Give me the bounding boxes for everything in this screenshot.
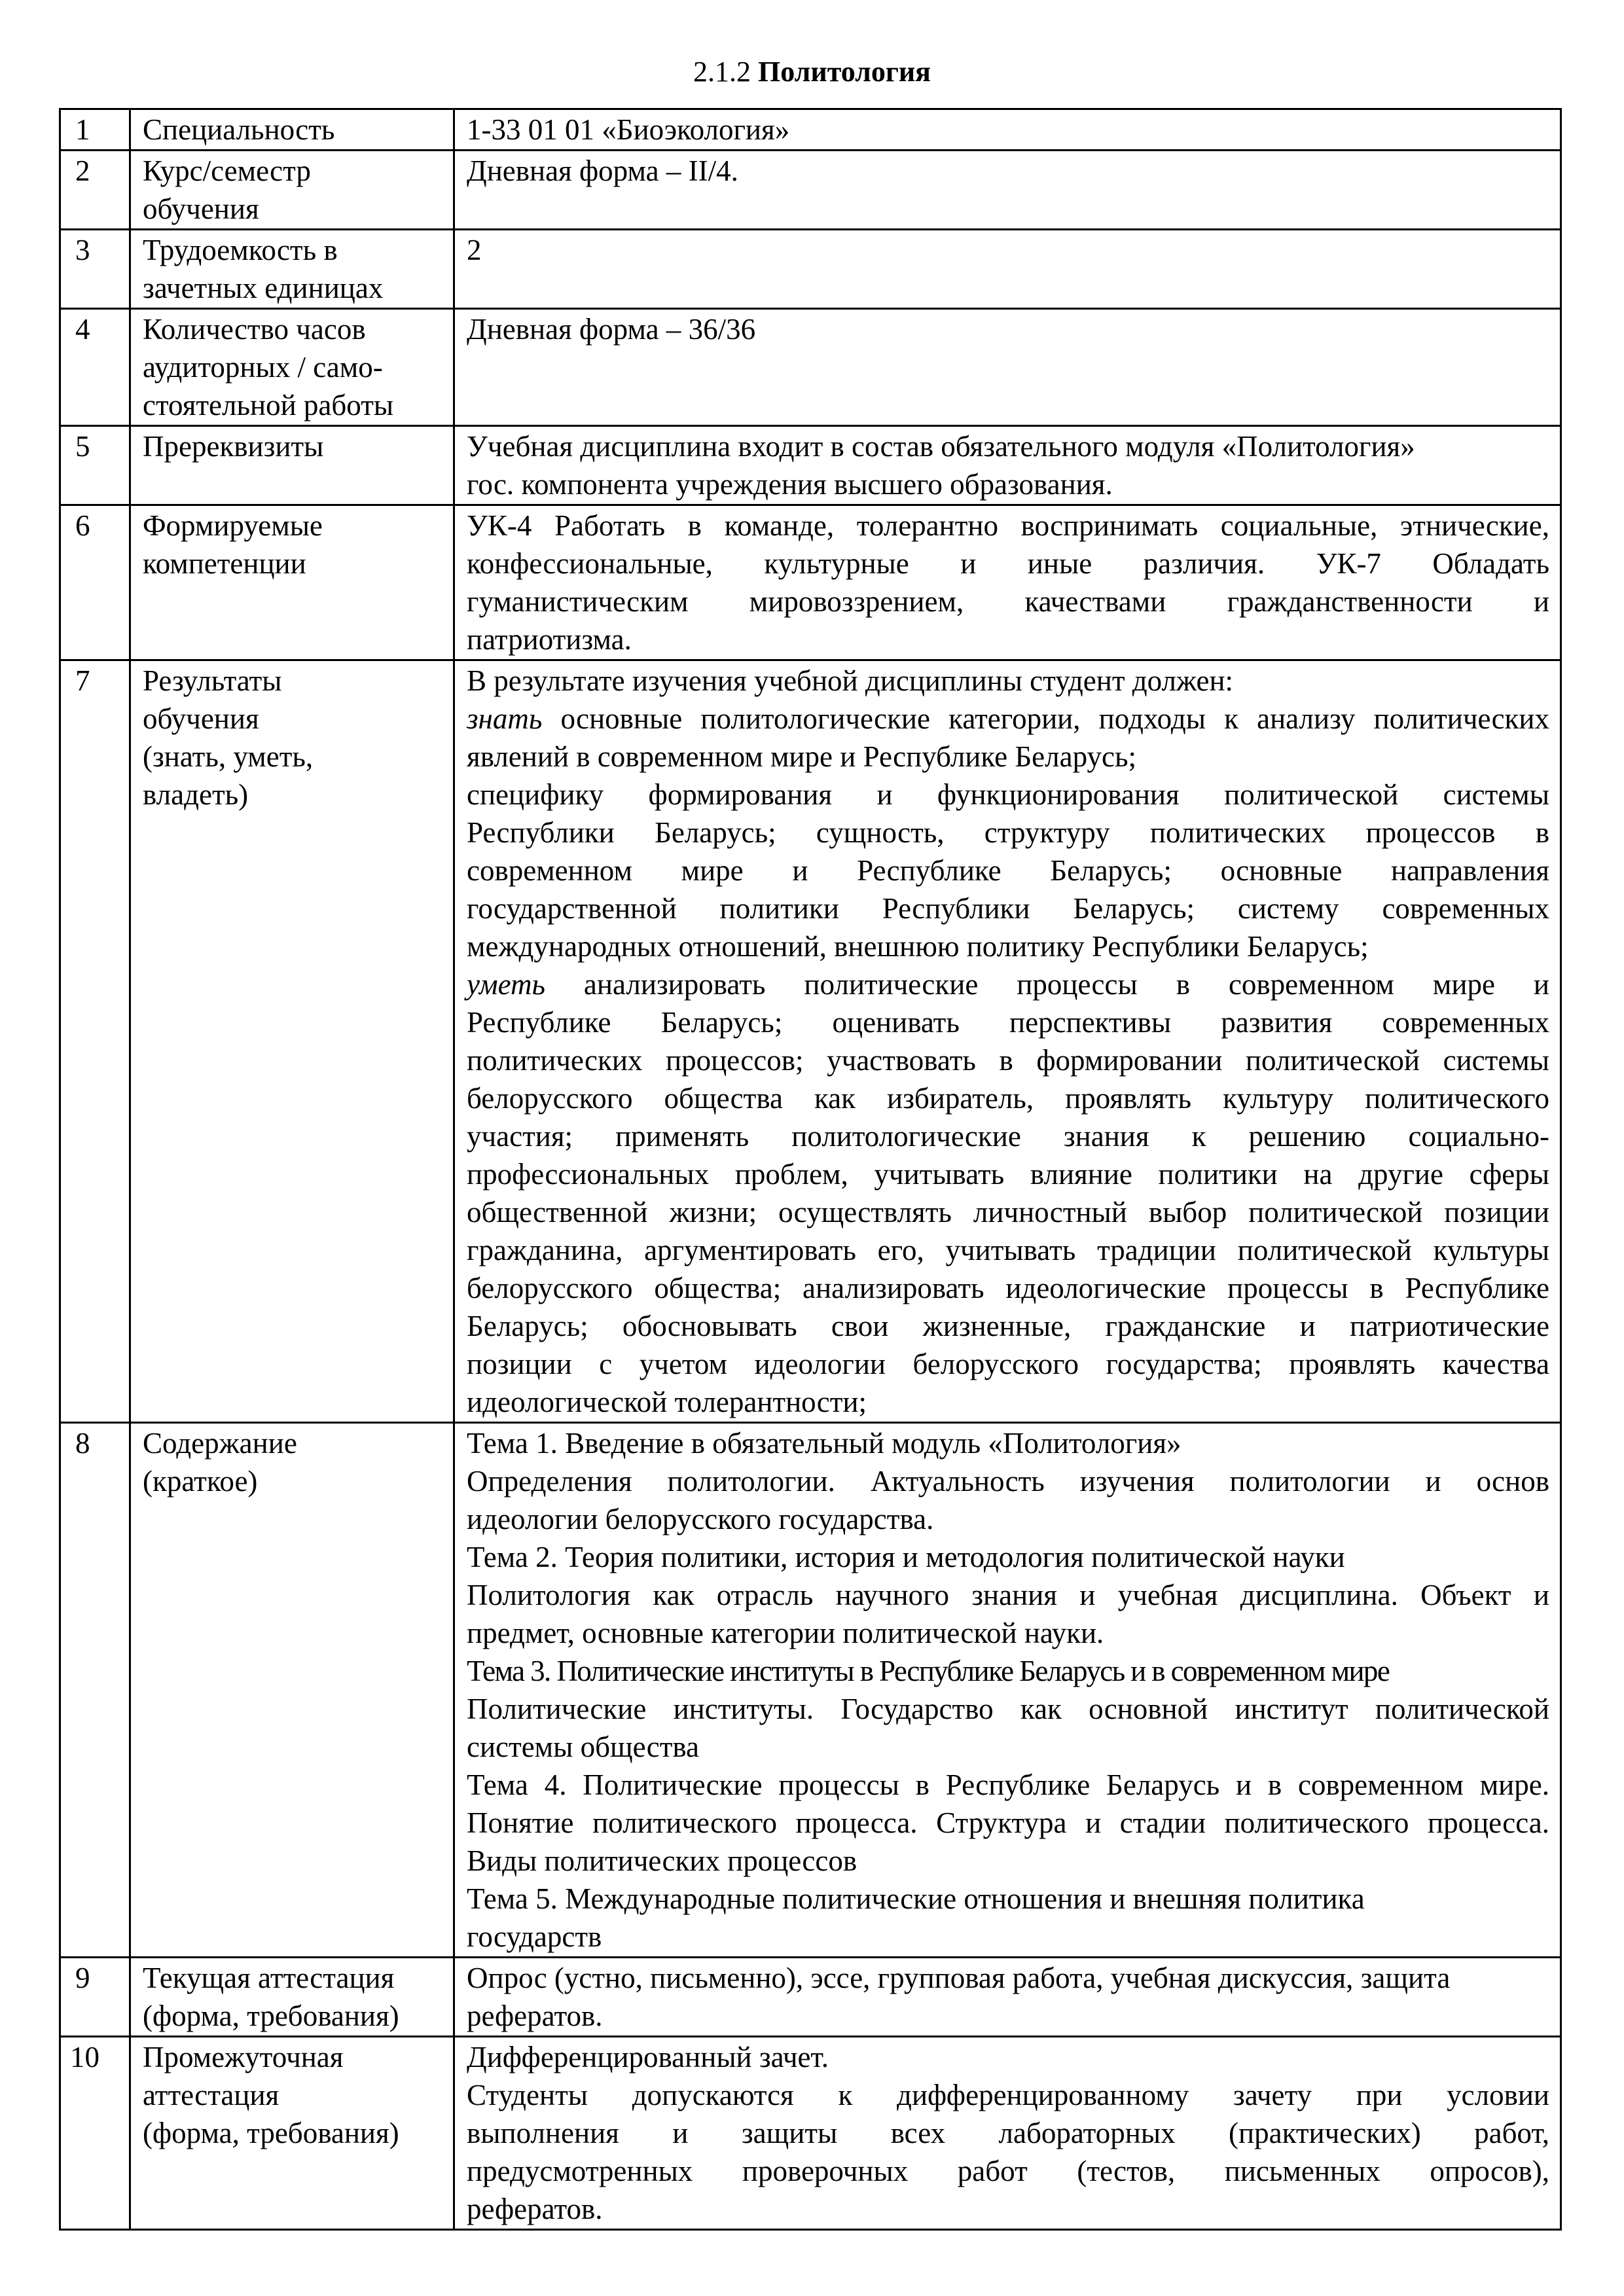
label-line: стоятельной работы — [143, 389, 394, 422]
table-row — [60, 309, 1561, 426]
value-line: государств — [467, 1920, 602, 1953]
label-line: (знать, уметь, — [143, 740, 314, 773]
row-label — [130, 1423, 454, 1958]
table-row — [60, 505, 1561, 660]
value-line: белорусского общества; анализировать идеологические процессы в Республике — [467, 1272, 1549, 1304]
value-line: позиции с учетом идеологии белорусского государства; проявлять качества — [467, 1348, 1549, 1380]
value-line: Виды политических процессов — [467, 1844, 857, 1877]
row-number: 2 — [60, 151, 130, 230]
value-line: УК-4 Работать в команде, толерантно воспринимать социальные, этнические, — [467, 509, 1549, 542]
value-line: рефератов. — [467, 2000, 603, 2032]
value-line: В результате изучения учебной дисциплины студент должен: — [467, 664, 1234, 697]
title-name: Политология — [758, 56, 931, 88]
row-number: 7 — [60, 660, 130, 1423]
value-line: конфессиональные, культурные и иные различия. УК-7 Обладать — [467, 547, 1549, 580]
know-word: знать — [467, 702, 543, 735]
value-line: гос. компонента учреждения высшего образования. — [467, 468, 1113, 501]
table-row — [60, 151, 1561, 230]
table-row — [60, 660, 1561, 1423]
value-line: 1-33 01 01 «Биоэкология» — [467, 113, 790, 146]
value-line: выполнения и защиты всех лабораторных (практических) работ, — [467, 2117, 1549, 2149]
value-line: Дневная форма – II/4. — [467, 154, 738, 187]
table-row — [60, 1423, 1561, 1958]
value-line: Учебная дисциплина входит в состав обязательного модуля «Политология» — [467, 430, 1415, 463]
value-line: Политические институты. Государство как основной институт политической — [467, 1693, 1549, 1725]
value-line: белорусского общества как избиратель, проявлять культуру политического — [467, 1082, 1549, 1115]
row-label — [130, 109, 454, 151]
table-row — [60, 2037, 1561, 2230]
label-line: Количество часов — [143, 313, 366, 346]
value-line: профессиональных проблем, учитывать влияние политики на другие сферы — [467, 1158, 1549, 1191]
value-line: 2 — [467, 234, 482, 266]
topic-heading: Тема 1. Введение в обязательный модуль «Политология» — [467, 1427, 1182, 1460]
value-line: патриотизма. — [467, 623, 632, 656]
value-line: основные политологические категории, подходы к анализу политических — [542, 702, 1549, 735]
table-row — [60, 426, 1561, 505]
value-line: предусмотренных проверочных работ (тестов, письменных опросов), — [467, 2155, 1549, 2187]
label-line: Промежуточная — [143, 2041, 344, 2073]
label-line: Пререквизиты — [143, 430, 324, 463]
value-line: гуманистическим мировоззрением, качествами гражданственности и — [467, 585, 1549, 618]
title-number: 2.1.2 — [693, 56, 751, 88]
row-number: 1 — [60, 109, 130, 151]
course-table — [59, 108, 1562, 2231]
row-value — [454, 1958, 1561, 2037]
label-line: аттестация — [143, 2079, 280, 2111]
value-line: политических процессов; участвовать в формировании политической системы — [467, 1044, 1549, 1077]
row-number: 8 — [60, 1423, 130, 1958]
table-row — [60, 109, 1561, 151]
row-label — [130, 505, 454, 660]
label-line: Курс/семестр — [143, 154, 311, 187]
label-line: (краткое) — [143, 1465, 258, 1498]
value-line: рефератов. — [467, 2193, 603, 2225]
value-line: общественной жизни; осуществлять личностный выбор политической позиции — [467, 1196, 1549, 1229]
label-line: обучения — [143, 702, 259, 735]
topic-heading: Тема 5. Международные политические отношения и внешняя политика — [467, 1882, 1365, 1915]
topic-heading: Тема 4. Политические процессы в Республике Беларусь и в современном мире. — [467, 1768, 1549, 1801]
label-line: обучения — [143, 192, 259, 225]
value-line: гражданина, аргументировать его, учитывать традиции политической культуры — [467, 1234, 1549, 1266]
value-line: явлений в современном мире и Республике Беларусь; — [467, 740, 1136, 773]
row-number: 9 — [60, 1958, 130, 2037]
value-line: Политология как отрасль научного знания и учебная дисциплина. Объект и — [467, 1579, 1549, 1611]
row-value — [454, 426, 1561, 505]
row-value — [454, 1423, 1561, 1958]
value-line: анализировать политические процессы в современном мире и — [545, 968, 1549, 1001]
row-label — [130, 2037, 454, 2230]
row-number: 10 — [60, 2037, 130, 2230]
label-line: компетенции — [143, 547, 306, 580]
row-label — [130, 426, 454, 505]
value-line: участия; применять политологические знания к решению социально- — [467, 1120, 1549, 1153]
row-value — [454, 230, 1561, 309]
row-label — [130, 309, 454, 426]
label-line: Результаты — [143, 664, 282, 697]
value-line: Опрос (устно, письменно), эссе, групповая работа, учебная дискуссия, защита — [467, 1962, 1451, 1994]
row-value — [454, 151, 1561, 230]
label-line: Формируемые — [143, 509, 323, 542]
can-word: уметь — [467, 968, 545, 1001]
row-value — [454, 109, 1561, 151]
value-line: идеологической толерантности; — [467, 1386, 867, 1418]
row-value — [454, 2037, 1561, 2230]
label-line: Содержание — [143, 1427, 297, 1460]
row-label — [130, 660, 454, 1423]
value-line: Республики Беларусь; сущность, структуру политических процессов в — [467, 816, 1549, 849]
topic-heading: Тема 3. Политические институты в Республике Беларусь и в современном мире — [467, 1655, 1390, 1687]
label-line: зачетных единицах — [143, 272, 384, 304]
row-number: 4 — [60, 309, 130, 426]
row-value — [454, 660, 1561, 1423]
topic-heading: Тема 2. Теория политики, история и методология политической науки — [467, 1541, 1345, 1573]
value-line: современном мире и Республике Беларусь; основные направления — [467, 854, 1549, 887]
table-row — [60, 1958, 1561, 2037]
row-number: 3 — [60, 230, 130, 309]
value-line: Дифференцированный зачет. — [467, 2041, 829, 2073]
value-line: предмет, основные категории политической науки. — [467, 1617, 1104, 1649]
label-line: Текущая аттестация — [143, 1962, 395, 1994]
label-line: владеть) — [143, 778, 249, 811]
value-line: Дневная форма – 36/36 — [467, 313, 756, 346]
row-value — [454, 309, 1561, 426]
value-line: специфику формирования и функционирования политической системы — [467, 778, 1549, 811]
table-row — [60, 230, 1561, 309]
value-line: идеологии белорусского государства. — [467, 1503, 934, 1535]
value-line: Беларусь; обосновывать свои жизненные, гражданские и патриотические — [467, 1310, 1549, 1342]
value-line: государственной политики Республики Беларусь; систему современных — [467, 892, 1549, 925]
value-line: Республике Беларусь; оценивать перспективы развития современных — [467, 1006, 1549, 1039]
row-label — [130, 1958, 454, 2037]
label-line: (форма, требования) — [143, 2117, 399, 2149]
label-line: Специальность — [143, 113, 335, 146]
value-line: Студенты допускаются к дифференцированному зачету при условии — [467, 2079, 1549, 2111]
label-line: аудиторных / само- — [143, 351, 383, 384]
row-label — [130, 151, 454, 230]
label-line: Трудоемкость в — [143, 234, 338, 266]
value-line: международных отношений, внешнюю политику Республики Беларусь; — [467, 930, 1369, 963]
label-line: (форма, требования) — [143, 2000, 399, 2032]
value-line: Понятие политического процесса. Структура и стадии политического процесса. — [467, 1806, 1549, 1839]
row-label — [130, 230, 454, 309]
row-value — [454, 505, 1561, 660]
row-number: 5 — [60, 426, 130, 505]
value-line: системы общества — [467, 1731, 700, 1763]
document-title — [0, 54, 1624, 90]
value-line: Определения политологии. Актуальность изучения политологии и основ — [467, 1465, 1549, 1498]
row-number: 6 — [60, 505, 130, 660]
